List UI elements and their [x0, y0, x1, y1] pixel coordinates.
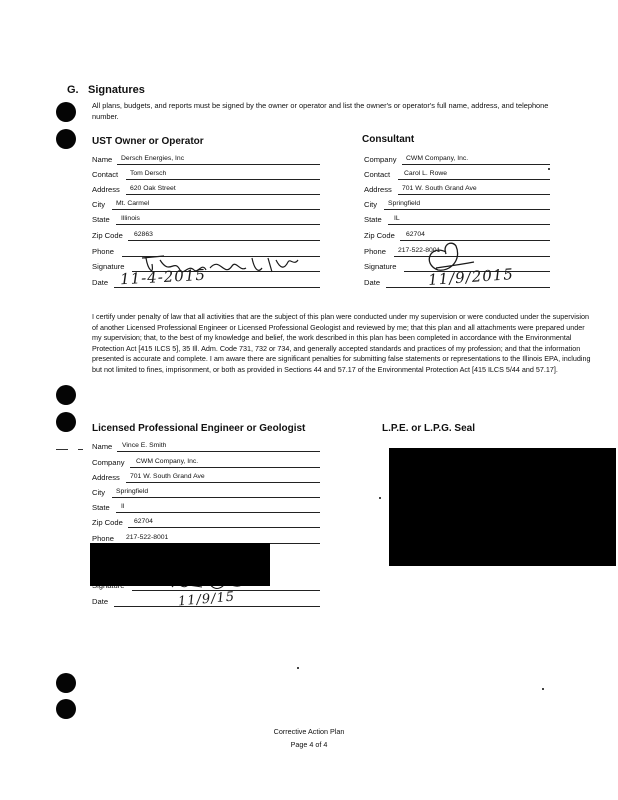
consultant-zip-value: 62704: [406, 231, 425, 238]
punch-hole: [56, 673, 76, 693]
certification-statement: I certify under penalty of law that all activities that are the subject of this plan were conducted under my supervision or were conducted under the supervision of another Licensed Professional Engineer or Licensed Professional Geologist and reviewed by me; that this plan and all attachments were prepared under my supervision; that, to the best of my knowledge and belief, the work described in this plan has been completed in accordance with the Environmental Protection Act [415 ILCS 5], 35 Ill. Adm. Code 731, 732 or 734, and generally accepted standards and practices of my profession; and that the information presented is accurate and complete. I am aware there are significant penalties for submitting false statements or representations to the Illinois EPA, including but not limited to fines, imprisonment, or both as provided in Sections 44 and 57.17 of the Environmental Protection Act [415 ILCS 5/44 and 57.17].: [92, 312, 591, 374]
field-label: Zip Code: [92, 231, 123, 240]
consultant-city-row: [364, 200, 550, 212]
field-label: Phone: [92, 534, 114, 543]
section-title: Signatures: [88, 84, 145, 96]
scan-speck: [542, 688, 544, 690]
consultant-contact-row: [364, 170, 550, 182]
field-label: Date: [92, 597, 109, 606]
field-label: Address: [92, 473, 120, 482]
field-label: City: [364, 200, 378, 209]
footer-title: Corrective Action Plan: [273, 727, 345, 736]
scan-speck: [379, 497, 381, 499]
owner-contact-value: Tom Dersch: [130, 170, 167, 177]
owner-date-value: 11-4-2015: [119, 265, 207, 289]
consultant-company-value: CWM Company, Inc.: [406, 155, 469, 162]
owner-address-row: [92, 185, 320, 197]
consultant-address-row: [364, 185, 550, 197]
field-label: Signature: [92, 262, 125, 271]
redaction-block: [90, 543, 270, 586]
consultant-state-row: [364, 215, 550, 227]
owner-state-value: Illinois: [121, 215, 140, 222]
engineer-state-value: Il: [121, 503, 125, 510]
field-label: City: [92, 200, 106, 209]
field-label: Zip Code: [92, 518, 123, 527]
owner-zip-row: [92, 231, 320, 243]
consultant-company-row: [364, 155, 550, 167]
punch-hole: [56, 412, 76, 432]
engineer-name-row: [92, 442, 320, 454]
engineer-state-row: [92, 503, 320, 515]
scan-speck: [548, 168, 550, 170]
owner-city-value: Mt. Carmel: [116, 200, 150, 207]
field-label: Contact: [92, 170, 119, 179]
owner-address-value: 620 Oak Street: [130, 185, 176, 192]
margin-mark: [78, 449, 83, 450]
margin-mark: [56, 449, 68, 450]
consultant-contact-value: Carol L. Rowe: [404, 170, 448, 177]
consultant-city-value: Springfield: [388, 200, 421, 207]
punch-hole: [56, 102, 76, 122]
field-label: Date: [364, 278, 381, 287]
engineer-heading: Licensed Professional Engineer or Geologist: [92, 423, 306, 434]
owner-city-row: [92, 200, 320, 212]
seal-redaction-block: [389, 448, 616, 566]
owner-heading: UST Owner or Operator: [92, 136, 204, 147]
field-label: Company: [364, 155, 397, 164]
field-label: Contact: [364, 170, 391, 179]
engineer-phone-value: 217-522-8001: [126, 534, 169, 541]
consultant-address-value: 701 W. South Grand Ave: [402, 185, 477, 192]
owner-contact-row: [92, 170, 320, 182]
footer-page-number: Page 4 of 4: [290, 740, 328, 749]
field-label: City: [92, 488, 106, 497]
consultant-date-value: 11/9/2015: [427, 265, 515, 289]
engineer-city-value: Springfield: [116, 488, 149, 495]
consultant-state-value: IL: [394, 215, 400, 222]
engineer-zip-value: 62704: [134, 518, 153, 525]
punch-hole: [56, 699, 76, 719]
engineer-address-value: 701 W. South Grand Ave: [130, 473, 205, 480]
engineer-company-value: CWM Company, Inc.: [136, 458, 199, 465]
field-label: State: [364, 215, 382, 224]
field-label: Address: [92, 185, 120, 194]
field-label: Phone: [364, 247, 386, 256]
field-label: Company: [92, 458, 125, 467]
engineer-date-value: 11/9/15: [177, 589, 236, 610]
punch-hole: [56, 385, 76, 405]
field-label: State: [92, 503, 110, 512]
consultant-heading: Consultant: [362, 134, 415, 145]
owner-name-value: Dersch Energies, Inc: [121, 155, 185, 162]
owner-zip-value: 62863: [134, 231, 153, 238]
engineer-city-row: [92, 488, 320, 500]
punch-hole: [56, 129, 76, 149]
field-label: Phone: [92, 247, 114, 256]
engineer-zip-row: [92, 518, 320, 530]
field-label: State: [92, 215, 110, 224]
owner-name-row: [92, 155, 320, 167]
seal-heading: L.P.E. or L.P.G. Seal: [382, 423, 476, 434]
field-label: Signature: [364, 262, 397, 271]
field-label: Name: [92, 155, 113, 164]
engineer-address-row: [92, 473, 320, 485]
engineer-company-row: [92, 458, 320, 470]
scan-speck: [297, 667, 299, 669]
engineer-name-value: Vince E. Smith: [122, 442, 167, 449]
section-instructions: All plans, budgets, and reports must be signed by the owner or operator and list the owner's or operator's full name, address, and telephone number.: [92, 101, 549, 121]
field-label: Zip Code: [364, 231, 395, 240]
owner-state-row: [92, 215, 320, 227]
field-label: Date: [92, 278, 109, 287]
consultant-phone-value: 217-522-8001: [398, 247, 441, 254]
field-label: Name: [92, 442, 113, 451]
field-label: Address: [364, 185, 392, 194]
section-letter: G.: [67, 84, 79, 96]
